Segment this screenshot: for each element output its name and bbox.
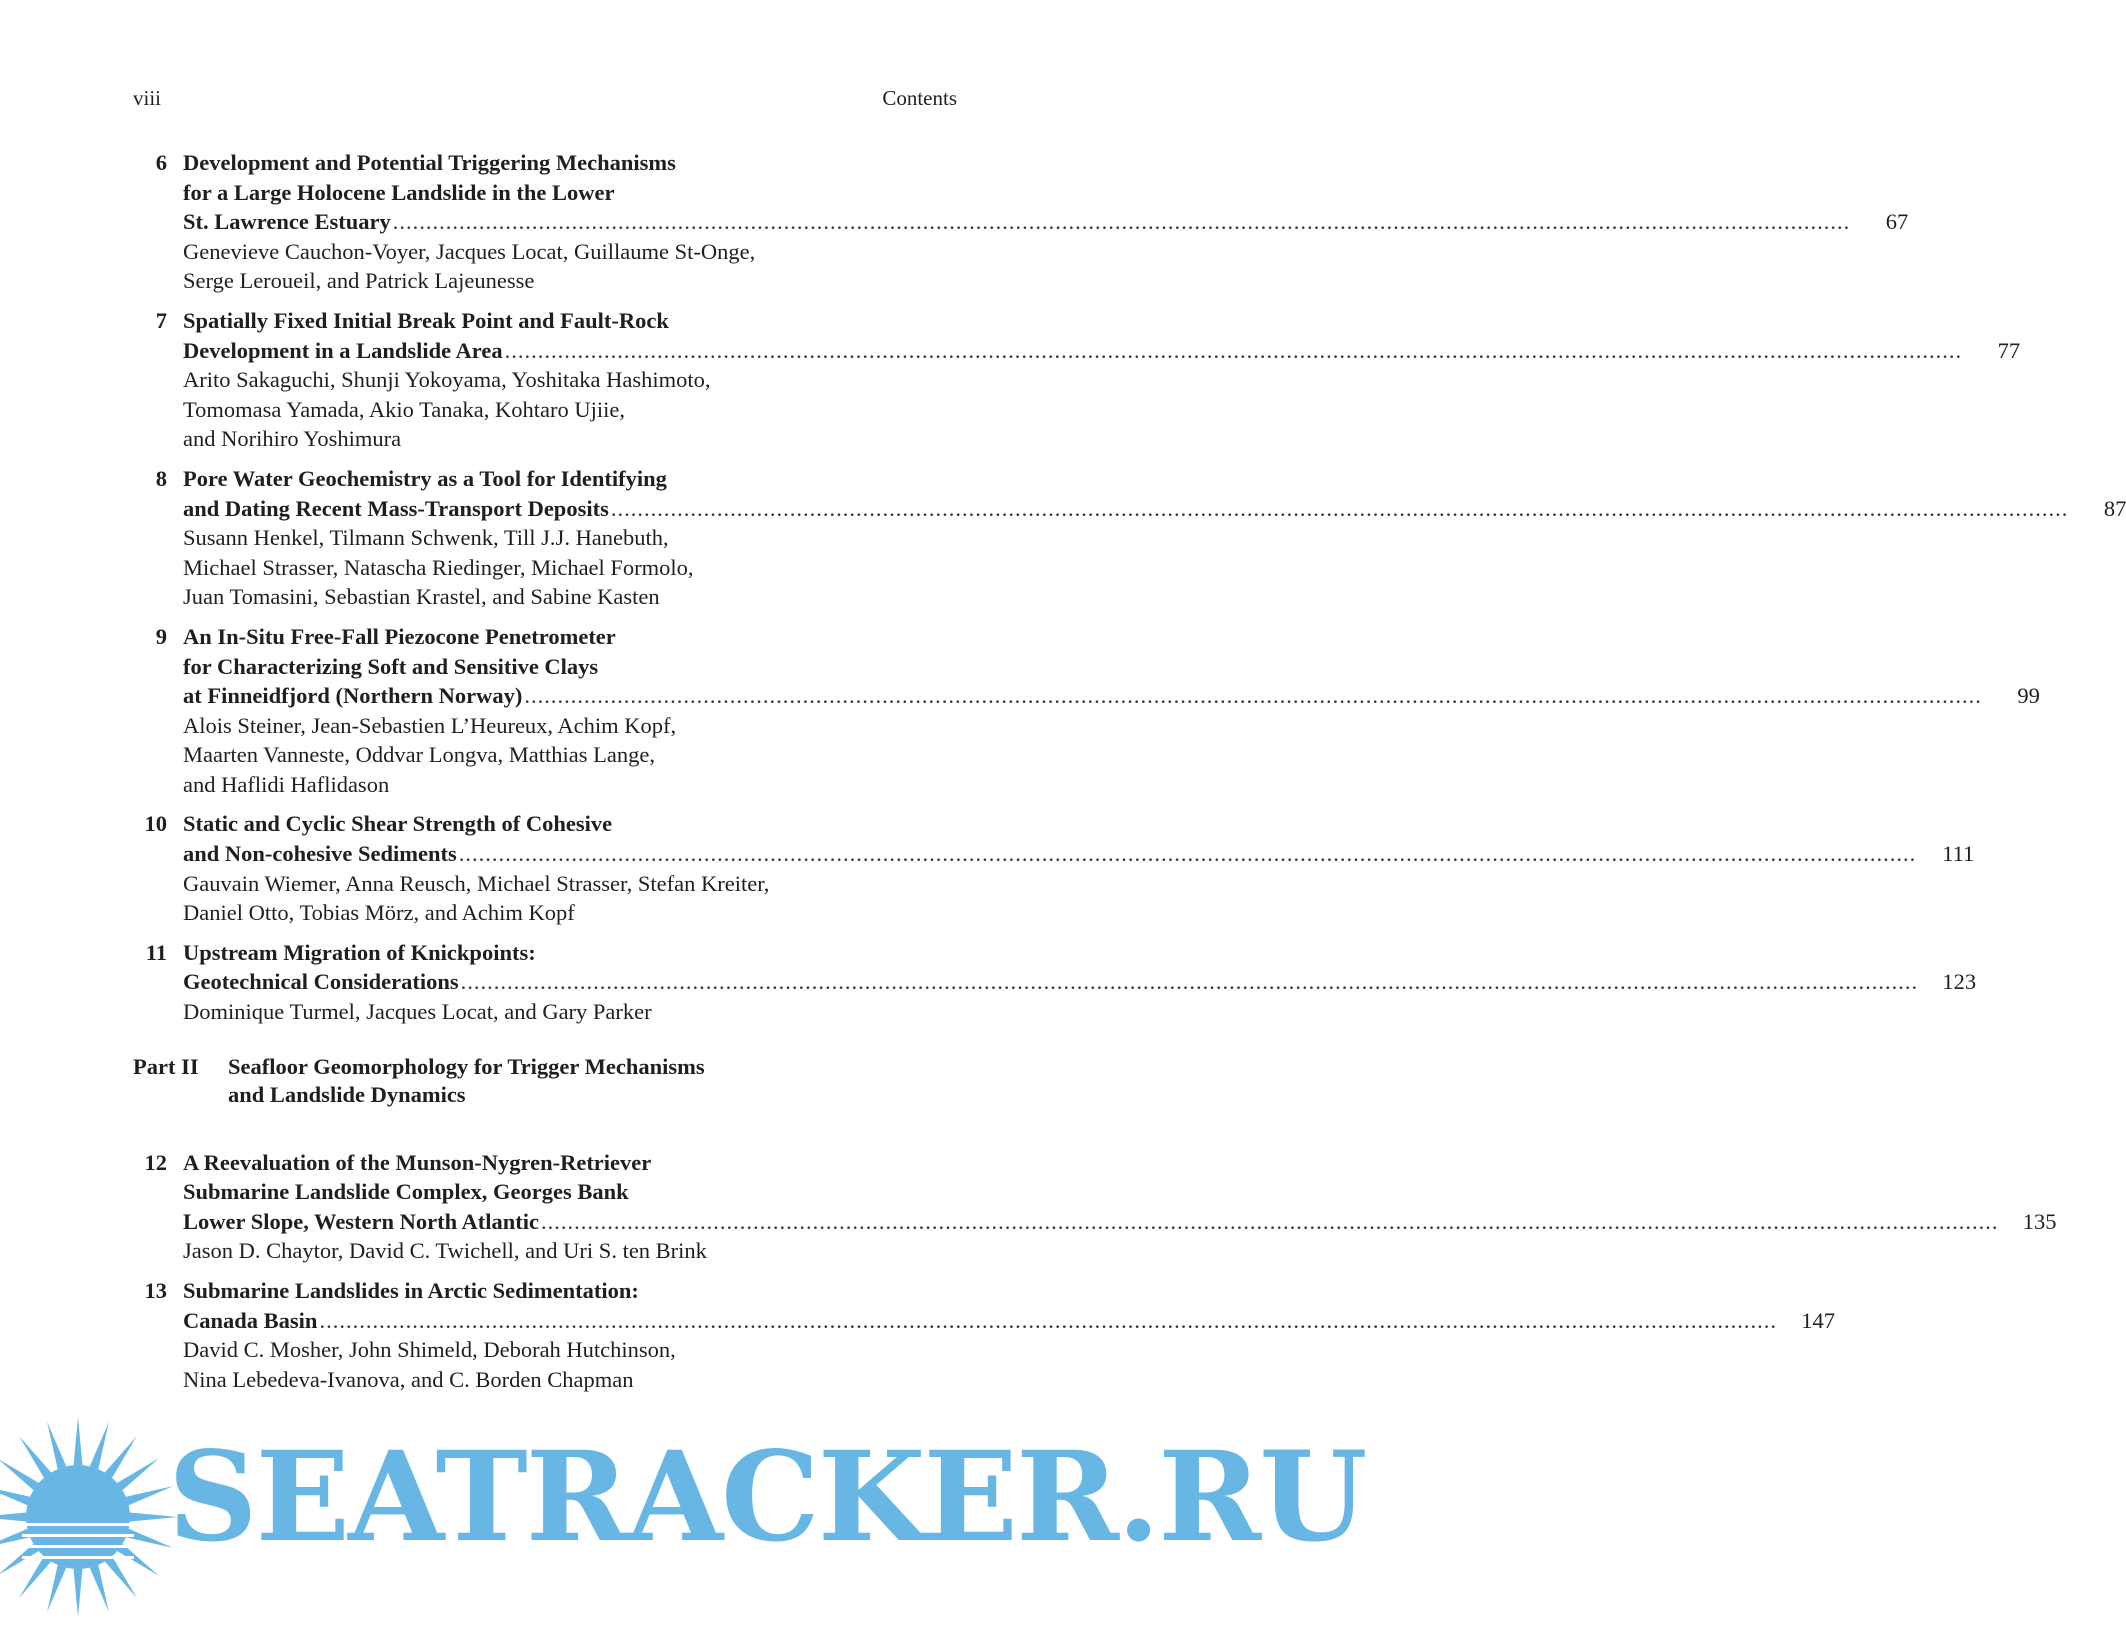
chapter-authors-line: Daniel Otto, Tobias Mörz, and Achim Kopf [183,900,575,926]
part-2-chapter-list [133,1148,2057,1395]
sun-stripe [22,1523,134,1526]
entry-body [183,1276,1835,1394]
toc-entry[interactable] [133,1276,1835,1394]
chapter-page-number[interactable]: 87 [2103,495,2126,521]
part-title-line: Seafloor Geomorphology for Trigger Mechanisms [228,1053,705,1079]
chapter-authors-line: Alois Steiner, Jean-Sebastien L’Heureux, Achim Kopf, [183,712,677,738]
chapter-title-line: Development in a Landslide Area [183,337,503,363]
chapter-title-last-line [183,1306,1835,1336]
running-head-title: Contents [882,86,957,110]
entry-body [183,464,2126,612]
dot-leader: ............................................................................................................................................................................................................................ [319,1307,1777,1333]
chapter-title-line: A Reevaluation of the Munson-Nygren-Retriever [183,1149,652,1175]
sun-ray [47,1565,66,1612]
chapter-authors-line: Gauvain Wiemer, Anna Reusch, Michael Strasser, Stefan Kreiter, [183,870,770,896]
chapter-number: 10 [144,811,167,837]
sun-ray [117,1458,159,1490]
entry-body [183,1148,2057,1266]
chapter-authors-line: Maarten Vanneste, Oddvar Longva, Matthias Lange, [183,742,655,768]
chapter-page-number[interactable]: 123 [1942,969,1977,995]
chapter-authors-line: Genevieve Cauchon-Voyer, Jacques Locat, Guillaume St-Onge, [183,238,756,264]
chapter-title-line: Development and Potential Triggering Mechanisms [183,150,676,175]
chapter-title-line: at Finneidfjord (Northern Norway) [183,683,523,709]
table-of-contents [133,148,2126,1404]
sun-ray [90,1422,109,1469]
chapter-title-last-line [183,494,2126,524]
chapter-title-line: Lower Slope, Western North Atlantic [183,1208,540,1234]
part-label: Part II [133,1053,199,1079]
running-head [133,86,957,111]
entry-body [183,809,1975,927]
sun-stripe [22,1556,134,1559]
part-heading [133,1053,957,1110]
sun-ray [105,1556,137,1598]
chapter-number: 9 [155,623,167,649]
toc-entry[interactable] [133,306,2021,454]
dot-leader: ............................................................................................................................................................................................................................ [610,495,2069,521]
dot-leader: ............................................................................................................................................................................................................................ [458,841,1917,867]
chapter-page-number[interactable]: 67 [1885,209,1909,235]
chapter-title-last-line [183,967,1977,997]
dot-leader: ............................................................................................................................................................................................................................ [541,1208,1999,1234]
chapter-title-line: Geotechnical Considerations [183,969,459,995]
chapter-page-number[interactable]: 111 [1942,841,1975,867]
chapter-title-last-line [183,1207,2057,1237]
chapter-authors-line: and Norihiro Yoshimura [183,426,402,452]
chapter-title-line: and Dating Recent Mass-Transport Deposits [183,495,609,521]
chapter-title-line: and Non-cohesive Sediments [183,841,457,867]
chapter-authors-line: Jason D. Chaytor, David C. Twichell, and Uri S. ten Brink [183,1238,707,1264]
chapter-authors-line: Tomomasa Yamada, Akio Tanaka, Kohtaro Ujiie, [183,396,625,422]
chapter-authors-line: Susann Henkel, Tilmann Schwenk, Till J.J. Hanebuth, [183,525,669,551]
chapter-title-last-line [183,207,1909,237]
dot-leader: ............................................................................................................................................................................................................................ [504,337,1963,363]
chapter-title-line: Upstream Migration of Knickpoints: [183,939,536,965]
sun-ray [0,1486,30,1505]
chapter-authors-line: Arito Sakaguchi, Shunji Yokoyama, Yoshitaka Hashimoto, [183,367,711,393]
chapter-title-line: Canada Basin [183,1307,318,1333]
sun-stripe [22,1545,134,1548]
chapter-title-line: for a Large Holocene Landslide in the Lower [183,179,615,205]
chapter-title-line: Pore Water Geochemistry as a Tool for Identifying [183,465,667,491]
chapter-authors-line: Michael Strasser, Natascha Riedinger, Michael Formolo, [183,554,694,580]
chapter-number: 12 [144,1149,167,1175]
chapter-authors-line: Nina Lebedeva-Ivanova, and C. Borden Chapman [183,1366,634,1392]
part-1-chapter-list [133,148,2126,1027]
dot-leader: ............................................................................................................................................................................................................................ [460,969,1919,995]
chapter-number: 13 [144,1278,167,1303]
chapter-number: 11 [145,939,167,965]
sun-ray [74,1569,83,1617]
chapter-page-number[interactable]: 99 [2017,683,2040,709]
chapter-page-number[interactable]: 135 [2022,1208,2057,1234]
chapter-title-line: An In-Situ Free-Fall Piezocone Penetrometer [183,623,616,649]
chapter-page-number[interactable]: 147 [1801,1307,1835,1333]
chapter-authors-line: Serge Leroueil, and Patrick Lajeunesse [183,268,535,294]
dot-leader: ............................................................................................................................................................................................................................ [524,683,1982,709]
sun-stripe [22,1534,134,1537]
chapter-title-line: Submarine Landslide Complex, Georges Bank [183,1179,629,1205]
sun-ray [90,1565,109,1612]
chapter-title-last-line [183,336,2021,366]
page-number: viii [133,86,162,110]
chapter-authors-line: and Haflidi Haflidason [183,771,390,797]
chapter-number: 8 [155,465,167,491]
chapter-page-number[interactable]: 77 [1997,337,2021,363]
chapter-title-last-line [183,681,2040,711]
chapter-authors-line: David C. Mosher, John Shimeld, Deborah Hutchinson, [183,1337,676,1363]
watermark-text: SEATRACKER.RU [168,1425,1366,1570]
sun-ray [0,1458,39,1490]
dot-leader: ............................................................................................................................................................................................................................ [392,209,1851,235]
chapter-title-line: Static and Cyclic Shear Strength of Cohesive [183,811,613,837]
chapter-authors-line: Dominique Turmel, Jacques Locat, and Gary Parker [183,999,652,1025]
sun-disc [26,1465,130,1569]
sun-ray [117,1544,159,1576]
sun-ray [19,1556,51,1598]
chapter-title-line: for Characterizing Soft and Sensitive Clays [183,653,599,679]
toc-entry[interactable] [133,622,2040,800]
part-title-line: and Landslide Dynamics [228,1082,466,1108]
entry-body [183,306,2021,454]
chapter-title-line: St. Lawrence Estuary [183,209,391,235]
sun-ray [19,1436,51,1478]
toc-entry[interactable] [133,148,1909,296]
entry-body [183,622,2040,800]
toc-entry[interactable] [133,809,1975,927]
sun-ray [47,1422,66,1469]
entry-body [183,938,1977,1027]
chapter-number: 7 [155,307,167,333]
chapter-title-line: Submarine Landslides in Arctic Sedimentation: [183,1278,639,1303]
toc-entry[interactable] [133,938,1977,1027]
entry-body [183,148,1909,296]
sun-ray [105,1436,137,1478]
toc-entry[interactable] [133,464,2126,612]
part-title [228,1053,957,1110]
chapter-title-last-line [183,839,1975,869]
toc-entry[interactable] [133,1148,2057,1266]
sun-ray [0,1544,39,1576]
chapter-title-line: Spatially Fixed Initial Break Point and Fault-Rock [183,307,669,333]
sun-ray [74,1417,83,1465]
sun-ray [0,1513,26,1522]
sun-ray [126,1486,173,1505]
chapter-number: 6 [155,150,167,175]
chapter-authors-line: Juan Tomasini, Sebastian Krastel, and Sabine Kasten [183,584,660,610]
